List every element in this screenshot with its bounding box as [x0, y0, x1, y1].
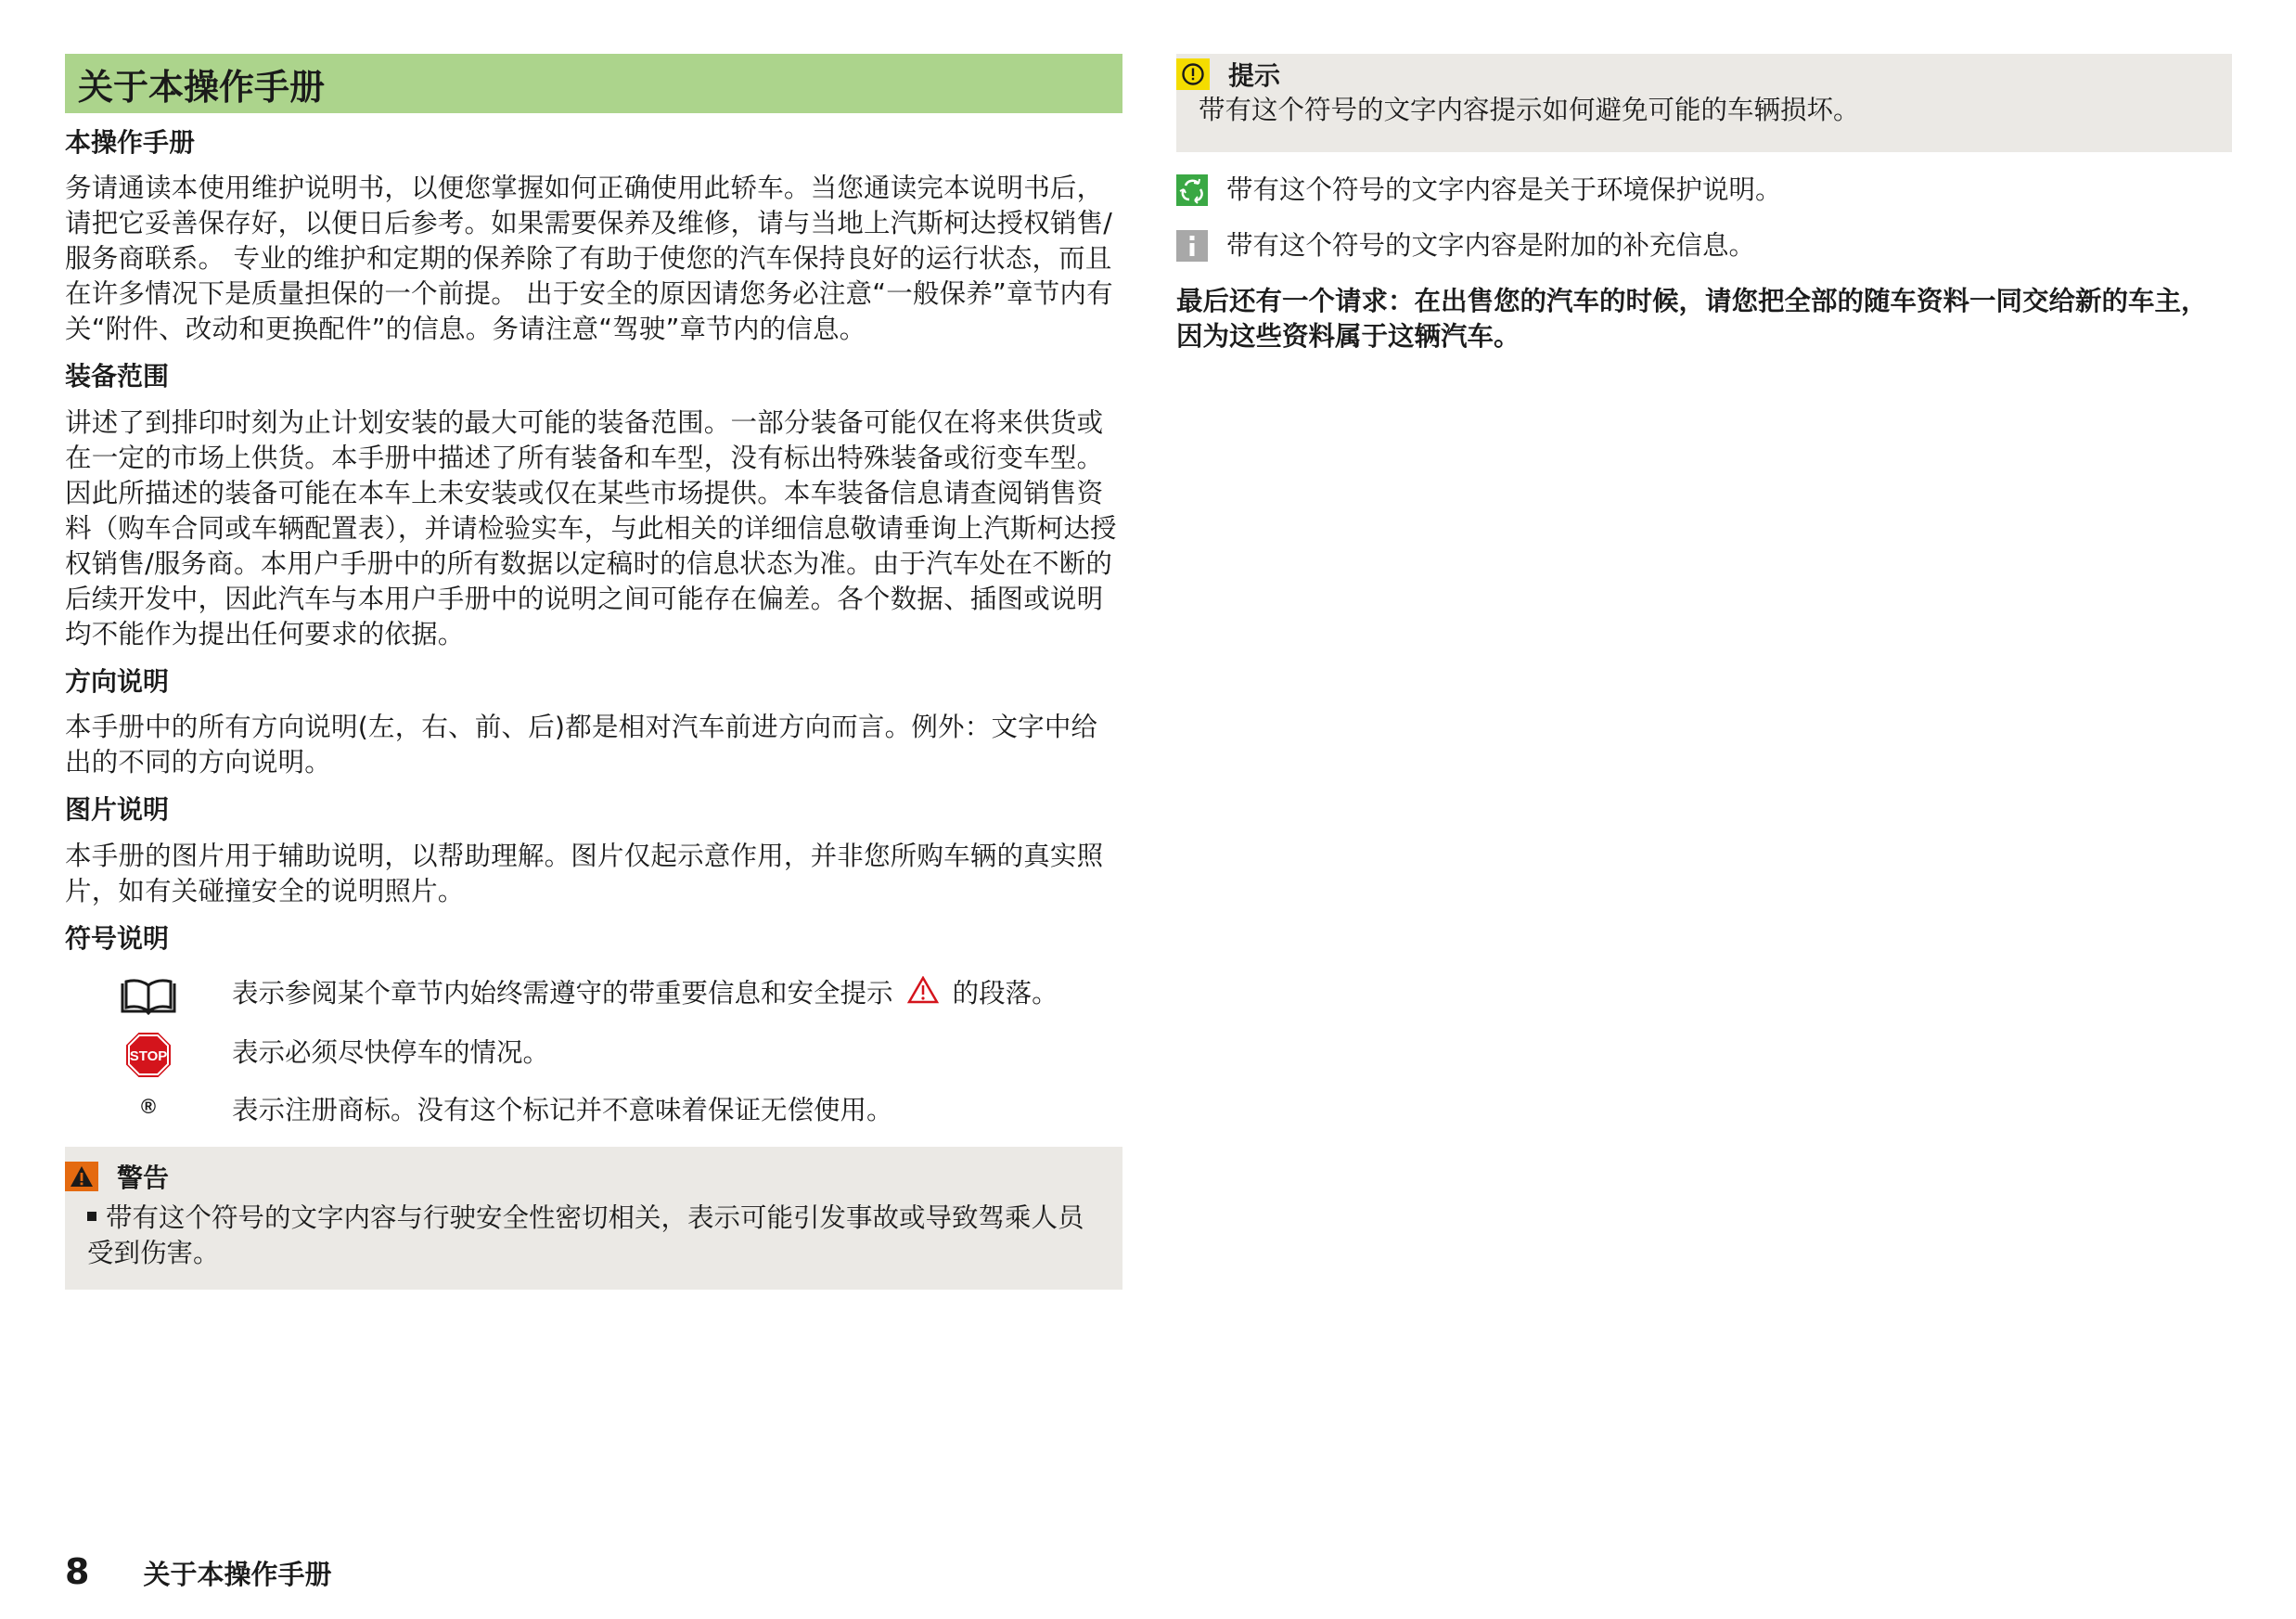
symbol-text-registered: 表示注册商标。没有这个标记并不意味着保证无偿使用。 — [232, 1094, 893, 1125]
warning-title: 警告 — [117, 1162, 170, 1193]
symbol-text-book-after: 的段落。 — [952, 977, 1058, 1009]
right-column — [1176, 54, 2232, 354]
bullet-icon — [87, 1212, 96, 1221]
stop-sign-icon — [65, 1028, 232, 1080]
section-heading-symbols: 符号说明 — [65, 922, 170, 954]
warning-box — [65, 1147, 1122, 1290]
info-icon — [1176, 230, 1208, 262]
symbol-text-stop: 表示必须尽快停车的情况。 — [232, 1036, 550, 1068]
page-number: 8 — [65, 1551, 90, 1592]
note-header — [1176, 54, 2217, 93]
symbol-row-registered — [65, 1093, 1122, 1128]
book-icon — [65, 976, 232, 1015]
section-text-pictures: 本手册的图片用于辅助说明，以帮助理解。图片仅起示意作用，并非您所购车辆的真实照片，如有关碰撞安全的说明照片。 — [65, 840, 1104, 906]
symbol-text-book — [232, 976, 1122, 1013]
stop-sign-label: STOP — [129, 1047, 168, 1064]
env-row — [1176, 173, 2232, 208]
registered-mark: ® — [140, 1094, 157, 1118]
chapter-title: 关于本操作手册 — [65, 54, 1122, 113]
footer-title: 关于本操作手册 — [143, 1559, 332, 1590]
section-text-equipment: 讲述了到排印时刻为止计划安装的最大可能的装备范围。一部分装备可能仅在将来供货或在一定的市场上供货。本手册中描述了所有装备和车型，没有标出特殊装备或衍变车型。因此所描述的装备可能在本车上未安装或仅在某些市场提供。本车装备信息请查阅销售资料（购车合同或车辆配置表），并请检验实车，与此相关的详细信息敬请垂询上汽斯柯达授权销售/服务商。本用户手册中的所有数据以定稿时的信息状态为准。由于汽车处在不断的后续开发中，因此汽车与本用户手册中的说明之间可能存在偏差。各个数据、插图或说明均不能作为提出任何要求的依据。 — [65, 406, 1117, 649]
section-heading-direction: 方向说明 — [65, 665, 170, 697]
warning-triangle-icon — [907, 976, 939, 1013]
page-footer — [65, 1551, 331, 1592]
env-text: 带有这个符号的文字内容是关于环境保护说明。 — [1226, 174, 1782, 205]
environment-icon — [1176, 174, 1208, 206]
symbol-row-stop — [65, 1028, 1122, 1080]
note-box — [1176, 54, 2232, 152]
warning-icon — [65, 1162, 98, 1191]
note-text: 带有这个符号的文字内容提示如何避免可能的车辆损坏。 — [1199, 95, 1860, 125]
section-heading-pictures: 图片说明 — [65, 794, 170, 826]
section-heading-equipment: 装备范围 — [65, 361, 170, 392]
warning-text: 带有这个符号的文字内容与行驶安全性密切相关，表示可能引发事故或导致驾乘人员受到伤害。 — [87, 1201, 1084, 1268]
info-text: 带有这个符号的文字内容是附加的补充信息。 — [1226, 230, 1756, 261]
note-title: 提示 — [1228, 60, 1281, 91]
registered-icon — [65, 1093, 232, 1119]
section-heading-manual: 本操作手册 — [65, 127, 196, 158]
symbol-row-book — [65, 976, 1122, 1015]
left-column — [65, 54, 1122, 1290]
final-request: 最后还有一个请求：在出售您的汽车的时候，请您把全部的随车资料一同交给新的车主， 因为这些资料属于这辆汽车。 — [1176, 286, 2208, 352]
info-row — [1176, 228, 2232, 263]
warning-header — [65, 1158, 1108, 1195]
section-text-manual: 务请通读本使用维护说明书，以便您掌握如何正确使用此轿车。当您通读完本说明书后，请把它妥善保存好，以便日后参考。如果需要保养及维修，请与当地上汽斯柯达授权销售/服务商联系。 专业的维护和定期的保养除了有助于使您的汽车保持良好的运行状态，而且在许多情况下是质量担保的一个前提。 出于安全的原因请您务必注意“一般保养”章节内有关“附件、改动和更换配件”的信息。务请注意“驾驶”章节内的信息。 — [65, 173, 1113, 345]
note-icon — [1176, 58, 1210, 90]
symbol-text-book-before: 表示参阅某个章节内始终需遵守的带重要信息和安全提示 — [232, 977, 893, 1009]
warning-text-block — [65, 1201, 1108, 1271]
section-text-direction: 本手册中的所有方向说明(左，右、前、后)都是相对汽车前进方向而言。例外：文字中给出的不同的方向说明。 — [65, 712, 1098, 778]
